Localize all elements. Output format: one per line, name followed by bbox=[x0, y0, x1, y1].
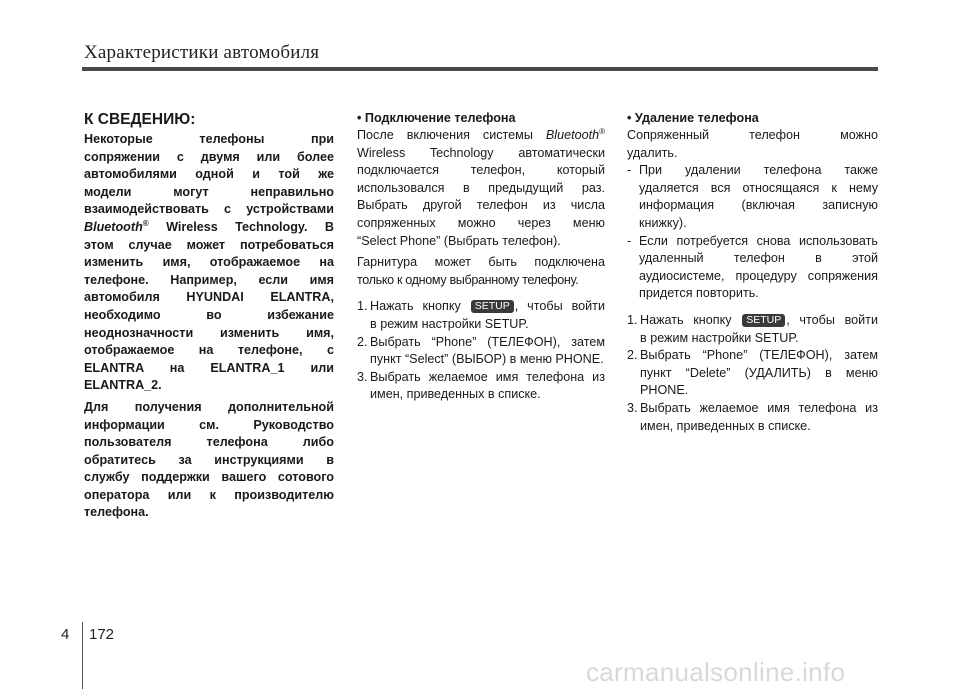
note-line: автомобиля HYUNDAI ELANTRA, bbox=[84, 290, 334, 305]
note-heading: К СВЕДЕНИЮ: bbox=[84, 111, 196, 128]
delete-step-2 bbox=[627, 347, 878, 400]
note-column bbox=[84, 110, 334, 522]
note-line: ELANTRA на ELANTRA_1 или bbox=[84, 360, 334, 375]
note-line: оператора или к производителю bbox=[84, 487, 334, 502]
step-text: , чтобы войти bbox=[786, 312, 878, 327]
dash-text: Если потребуется снова использовать удаленный телефон в этой аудиосистеме, процедуру сопряжения придется повторить. bbox=[639, 233, 878, 301]
note-line: изменить имя, отображаемое на bbox=[84, 255, 334, 270]
delete-line: удалить. bbox=[627, 145, 678, 160]
headset-line: Гарнитура может быть подключена bbox=[357, 255, 605, 270]
connect-phone-heading: • Подключение телефона bbox=[357, 111, 516, 125]
bluetooth-word: Bluetooth bbox=[84, 219, 143, 234]
step-number: 1. bbox=[357, 299, 368, 314]
note-line: ELANTRA_2. bbox=[84, 378, 162, 393]
step-text: Выбрать “Phone” (ТЕЛЕФОН), затем пункт “Delete” (УДАЛИТЬ) в меню PHONE. bbox=[640, 348, 878, 398]
dash-marker: - bbox=[627, 233, 632, 248]
connect-step-1 bbox=[357, 298, 605, 333]
section-header-title: Характеристики автомобиля bbox=[84, 42, 320, 63]
step-text: Нажать кнопку bbox=[640, 312, 742, 327]
setup-button-icon: SETUP bbox=[471, 300, 514, 313]
setup-button-icon: SETUP bbox=[742, 314, 785, 327]
note-line: Для получения дополнительной bbox=[84, 399, 334, 414]
delete-step-3 bbox=[627, 400, 878, 435]
footer-divider bbox=[82, 622, 83, 689]
note-line: службу поддержки вашего сотового bbox=[84, 470, 334, 485]
note-line: модели могут неправильно bbox=[84, 184, 334, 199]
connect-line: Wireless Technology автоматически bbox=[357, 145, 605, 160]
watermark: carmanualsonline.info bbox=[586, 657, 846, 687]
note-line: телефоне. Например, если имя bbox=[84, 272, 334, 287]
delete-note-2 bbox=[627, 233, 878, 303]
headset-line: только к одному выбранному телефону. bbox=[357, 272, 579, 287]
delete-phone-heading: • Удаление телефона bbox=[627, 111, 759, 125]
note-line: отображаемое на телефоне, с bbox=[84, 343, 334, 358]
step-number: 2. bbox=[627, 348, 638, 363]
connect-phone-column bbox=[357, 110, 605, 404]
note-line: пользователя телефона либо bbox=[84, 435, 334, 450]
step-text: Выбрать желаемое имя телефона из имен, приведенных в списке. bbox=[370, 369, 605, 402]
note-line: Некоторые телефоны при bbox=[84, 132, 334, 146]
connect-line-bluetooth bbox=[357, 127, 605, 145]
delete-line: Сопряженный телефон можно bbox=[627, 128, 878, 142]
page-number: 172 bbox=[89, 626, 115, 643]
dash-text: При удалении телефона также удаляется вся относящаяся к нему информация (включая записную книжку). bbox=[639, 163, 878, 230]
step-text: Выбрать “Phone” (ТЕЛЕФОН), затем пункт “Select” (ВЫБОР) в меню PHONE. bbox=[370, 334, 605, 367]
connect-line: “Select Phone” (Выбрать телефон). bbox=[357, 233, 561, 248]
delete-phone-column bbox=[627, 110, 878, 435]
step-number: 3. bbox=[627, 400, 638, 415]
delete-note-1 bbox=[627, 162, 878, 232]
note-line: телефона. bbox=[84, 505, 149, 520]
connect-line-start: После включения системы bbox=[357, 128, 546, 142]
note-line: информации см. Руководство bbox=[84, 417, 334, 432]
note-line: обратитесь за инструкциями в bbox=[84, 452, 334, 467]
note-line: сопряжении с двумя или более bbox=[84, 149, 334, 164]
bluetooth-word: Bluetooth bbox=[545, 128, 600, 142]
step-number: 2. bbox=[357, 334, 368, 349]
connect-line: сопряженных можно через меню bbox=[357, 215, 605, 230]
step-text: в режим настройки SETUP. bbox=[640, 330, 799, 345]
step-number: 3. bbox=[357, 369, 368, 384]
step-text: в режим настройки SETUP. bbox=[370, 316, 529, 331]
note-line: неоднозначности изменить имя, bbox=[84, 325, 334, 340]
delete-step-1 bbox=[627, 312, 878, 347]
connect-step-2 bbox=[357, 334, 605, 369]
note-line: этом случае может потребоваться bbox=[84, 237, 334, 252]
step-text: , чтобы войти bbox=[514, 299, 605, 314]
header-rule bbox=[82, 67, 878, 71]
connect-line: Выбрать другой телефон из числа bbox=[357, 198, 605, 213]
note-line: автомобилями одной и той же bbox=[84, 167, 334, 182]
step-text: Нажать кнопку bbox=[370, 299, 470, 314]
connect-line: подключается телефон, который bbox=[357, 163, 605, 178]
connect-line: использовался в предыдущий раз. bbox=[357, 180, 605, 195]
step-text: Выбрать желаемое имя телефона из имен, приведенных в списке. bbox=[640, 400, 878, 433]
note-line: взаимодействовать с устройствами bbox=[84, 202, 334, 217]
connect-step-3 bbox=[357, 369, 605, 404]
note-line-bluetooth bbox=[84, 219, 334, 237]
note-line-rest: Wireless Technology. В bbox=[148, 219, 334, 234]
registered-mark: ® bbox=[599, 126, 605, 136]
dash-marker: - bbox=[627, 163, 632, 178]
chapter-number: 4 bbox=[61, 626, 70, 643]
note-line: необходимо во избежание bbox=[84, 307, 334, 322]
step-number: 1. bbox=[627, 312, 638, 327]
registered-mark: ® bbox=[142, 218, 149, 228]
